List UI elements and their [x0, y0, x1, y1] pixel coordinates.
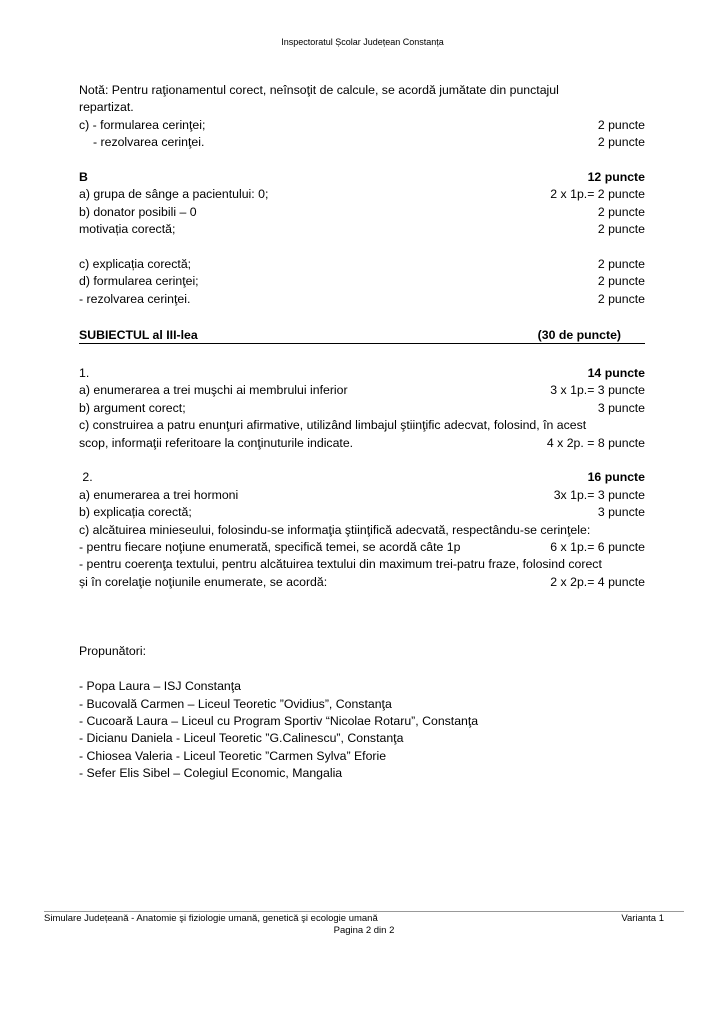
item-2-c-line-1: c) alcătuirea minieseului, folosindu-se informaţia ştiinţifică adecvată, respectându-se cerinţele:	[79, 522, 591, 537]
row-points: 3 puncte	[597, 505, 645, 520]
item-1-c-line-1: c) construirea a patru enunţuri afirmative, utilizând limbajul ştiinţific adecvat, folosind, în acest	[79, 418, 587, 433]
item-1-number: 1.	[79, 366, 90, 381]
row-label: d) formularea cerinţei;	[79, 274, 199, 289]
author-item: - Dicianu Daniela - Liceul Teoretic ”G.Calinescu”, Constanţa	[79, 731, 404, 746]
row-label: a) enumerarea a trei hormoni	[79, 487, 239, 502]
scoring-row	[79, 256, 645, 273]
scoring-row	[79, 504, 645, 521]
row-points: 4 x 2p. = 8 puncte	[546, 435, 645, 450]
row-label: a) grupa de sânge a pacientului: 0;	[79, 187, 269, 202]
row-label: și în corelaţie noţiunile enumerate, se acordă:	[79, 574, 328, 589]
row-points: 3 puncte	[597, 400, 645, 415]
row-points: 2 puncte	[597, 291, 645, 306]
subject-3-title: SUBIECTUL al III-lea	[79, 327, 198, 342]
note-line-1: Notă: Pentru raţionamentul corect, neînsoţit de calcule, se acordă jumătate din punctajul	[79, 83, 559, 97]
section-b-title: B	[79, 170, 88, 185]
row-points: 2 x 2p.= 4 puncte	[550, 574, 645, 589]
row-label: a) enumerarea a trei muşchi ai membrului inferior	[79, 383, 348, 398]
item-1-heading	[79, 365, 645, 382]
row-points: 2 puncte	[597, 135, 645, 150]
row-label: b) explicația corectă;	[79, 505, 192, 520]
row-points: 2 puncte	[597, 204, 645, 219]
row-label: - pentru fiecare noţiune enumerată, specifică temei, se acordă câte 1p	[79, 540, 461, 555]
row-label: c) explicația corectă;	[79, 257, 192, 272]
row-label: b) argument corect;	[79, 400, 186, 415]
scoring-row	[79, 221, 645, 238]
footer-exam-title: Simulare Județeană - Anatomie şi fiziologie umană, genetică şi ecologie umană	[44, 913, 378, 924]
scoring-row	[79, 117, 645, 134]
row-points: 6 x 1p.= 6 puncte	[550, 540, 645, 555]
row-points: 3 x 1p.= 3 puncte	[550, 383, 645, 398]
section-b-heading	[79, 169, 645, 186]
scoring-row	[79, 273, 645, 290]
author-item: - Popa Laura – ISJ Constanţa	[79, 679, 242, 694]
page-header: Inspectoratul Școlar Județean Constanța	[281, 37, 444, 47]
authors-heading: Propunători:	[79, 644, 146, 659]
item-2-heading	[79, 469, 645, 486]
row-points: 2 x 1p.= 2 puncte	[550, 187, 645, 202]
scoring-row	[79, 539, 645, 556]
item-2-points: 16 puncte	[587, 470, 645, 485]
footer-divider	[44, 911, 684, 912]
row-points: 2 puncte	[597, 222, 645, 237]
author-item: - Bucovală Carmen – Liceul Teoretic ”Ovidius”, Constanţa	[79, 696, 392, 711]
scoring-row	[79, 435, 645, 452]
author-item: - Cucoară Laura – Liceul cu Program Sportiv “Nicolae Rotaru”, Constanţa	[79, 714, 479, 729]
row-label: b) donator posibili – 0	[79, 204, 197, 219]
row-label: - rezolvarea cerinţei.	[79, 291, 191, 306]
scoring-row	[79, 574, 645, 591]
row-label: - rezolvarea cerinţei.	[93, 135, 205, 150]
item-2-c-line-3: - pentru coerenţa textului, pentru alcătuirea textului din maximum trei-patru fraze, folosind corect	[79, 557, 602, 572]
row-label: c) - formularea cerinţei;	[79, 117, 206, 132]
scoring-row	[79, 204, 645, 221]
row-points: 3x 1p.= 3 puncte	[553, 487, 645, 502]
footer-page-number: Pagina 2 din 2	[333, 925, 395, 936]
scoring-row	[79, 134, 645, 151]
scoring-row	[79, 186, 645, 203]
scoring-row	[79, 382, 645, 399]
item-1-points: 14 puncte	[587, 366, 645, 381]
document-body	[79, 82, 645, 783]
note-line-2: repartizat.	[79, 100, 134, 115]
item-2-number: 2.	[79, 470, 93, 485]
row-points: 2 puncte	[597, 274, 645, 289]
author-item: - Chiosea Valeria - Liceul Teoretic ”Carmen Sylva” Eforie	[79, 748, 387, 763]
row-label: scop, informaţii referitoare la conţinuturile indicate.	[79, 435, 354, 450]
author-item: - Sefer Elis Sibel – Colegiul Economic, Mangalia	[79, 766, 343, 781]
row-label: motivația corectă;	[79, 222, 176, 237]
footer-variant: Varianta 1	[621, 913, 664, 924]
scoring-row	[79, 291, 645, 308]
row-points: 2 puncte	[597, 257, 645, 272]
subject-3-points: (30 de puncte)	[537, 327, 621, 342]
scoring-row	[79, 400, 645, 417]
section-b-points: 12 puncte	[587, 170, 645, 185]
scoring-row	[79, 487, 645, 504]
subject-3-heading	[79, 328, 645, 344]
page-footer	[44, 913, 664, 937]
row-points: 2 puncte	[597, 117, 645, 132]
